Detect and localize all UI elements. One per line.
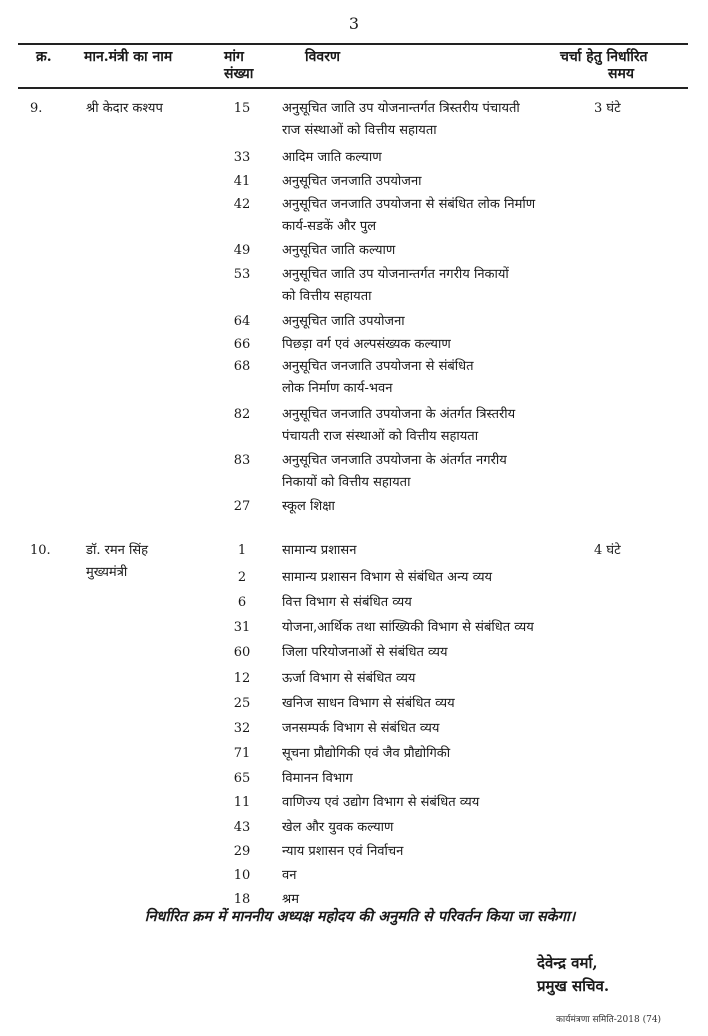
footer-reference: कार्यमंत्रणा समिति-2018 (74) xyxy=(556,1015,662,1025)
demand-number: 66 xyxy=(233,337,251,352)
demand-description: अनुसूचित जनजाति उपयोजना से संबंधित xyxy=(282,359,474,374)
demand-number: 83 xyxy=(233,453,251,468)
demand-description: खेल और युवक कल्याण xyxy=(282,820,394,835)
demand-description: वाणिज्य एवं उद्योग विभाग से संबंधित व्यय xyxy=(282,795,480,810)
serial-number: 10. xyxy=(30,543,51,558)
header-time-line2: समय xyxy=(608,66,634,82)
header-bottom-rule xyxy=(18,87,688,89)
demand-number: 18 xyxy=(233,892,251,907)
serial-number: 9. xyxy=(30,101,43,116)
demand-description: वित्त विभाग से संबंधित व्यय xyxy=(282,595,412,610)
demand-number: 60 xyxy=(233,645,251,660)
demand-description: खनिज साधन विभाग से संबंधित व्यय xyxy=(282,696,455,711)
header-top-rule xyxy=(18,43,688,45)
allotted-time: 4 घंटे xyxy=(594,543,621,558)
demand-description: सामान्य प्रशासन xyxy=(282,543,357,558)
minister-designation: मुख्यमंत्री xyxy=(86,565,128,580)
header-demand-no-line1: मांग xyxy=(224,49,244,65)
demand-number: 31 xyxy=(233,620,251,635)
demand-description: पंचायती राज संस्थाओं को वित्तीय सहायता xyxy=(282,429,479,444)
demand-number: 27 xyxy=(233,499,251,514)
demand-description: जनसम्पर्क विभाग से संबंधित व्यय xyxy=(282,721,440,736)
demand-description: सूचना प्रौद्योगिकी एवं जैव प्रौद्योगिकी xyxy=(282,746,451,761)
demand-number: 6 xyxy=(237,595,247,610)
demand-description: न्याय प्रशासन एवं निर्वाचन xyxy=(282,844,404,859)
demand-number: 29 xyxy=(233,844,251,859)
demand-number: 1 xyxy=(237,543,247,558)
demand-number: 12 xyxy=(233,671,251,686)
demand-description: पिछड़ा वर्ग एवं अल्पसंख्यक कल्याण xyxy=(282,337,451,352)
demand-number: 32 xyxy=(233,721,251,736)
demand-description: कार्य-सडकें और पुल xyxy=(282,219,377,234)
signatory-designation: प्रमुख सचिव. xyxy=(537,977,610,995)
demand-number: 82 xyxy=(233,407,251,422)
footnote: निर्धारित क्रम में माननीय अध्यक्ष महोदय की अनुमति से परिवर्तन किया जा सकेगा। xyxy=(144,908,576,925)
demand-number: 49 xyxy=(233,243,251,258)
demand-description: अनुसूचित जाति उप योजनान्तर्गत त्रिस्तरीय पंचायती xyxy=(282,101,520,116)
demand-description: निकायों को वित्तीय सहायता xyxy=(282,475,411,490)
demand-description: अनुसूचित जाति उप योजनान्तर्गत नगरीय निकायों xyxy=(282,267,509,282)
demand-number: 10 xyxy=(233,868,251,883)
demand-description: वन xyxy=(282,868,297,883)
demand-description: योजना,आर्थिक तथा सांख्यिकी विभाग से संबंधित व्यय xyxy=(282,620,534,635)
demand-description: श्रम xyxy=(282,892,299,907)
header-time-line1: चर्चा हेतु निर्धारित xyxy=(560,49,648,65)
header-serial: क्र. xyxy=(36,49,52,65)
minister-name: श्री केदार कश्यप xyxy=(86,101,163,116)
demand-description: आदिम जाति कल्याण xyxy=(282,150,382,165)
allotted-time: 3 घंटे xyxy=(594,101,621,116)
demand-description: अनुसूचित जनजाति उपयोजना के अंतर्गत नगरीय xyxy=(282,453,507,468)
demand-description: अनुसूचित जनजाति उपयोजना xyxy=(282,174,422,189)
demand-description: अनुसूचित जनजाति उपयोजना के अंतर्गत त्रिस्तरीय xyxy=(282,407,516,422)
demand-description: जिला परियोजनाओं से संबंधित व्यय xyxy=(282,645,448,660)
page-number: 3 xyxy=(348,14,360,33)
demand-number: 42 xyxy=(233,197,251,212)
demand-number: 41 xyxy=(233,174,251,189)
demand-description: लोक निर्माण कार्य-भवन xyxy=(282,381,393,396)
demand-number: 11 xyxy=(233,795,251,810)
demand-number: 71 xyxy=(233,746,251,761)
demand-description: अनुसूचित जाति कल्याण xyxy=(282,243,396,258)
demand-number: 68 xyxy=(233,359,251,374)
demand-number: 25 xyxy=(233,696,251,711)
demand-description: स्कूल शिक्षा xyxy=(282,499,335,514)
demand-description: अनुसूचित जनजाति उपयोजना से संबंधित लोक निर्माण xyxy=(282,197,536,212)
signatory-name: देवेन्द्र वर्मा, xyxy=(537,954,598,972)
demand-number: 2 xyxy=(237,570,247,585)
demand-number: 65 xyxy=(233,771,251,786)
demand-number: 43 xyxy=(233,820,251,835)
demand-description: विमानन विभाग xyxy=(282,771,353,786)
demand-number: 15 xyxy=(233,101,251,116)
demand-description: को वित्तीय सहायता xyxy=(282,289,372,304)
header-description: विवरण xyxy=(305,49,341,65)
demand-description: राज संस्थाओं को वित्तीय सहायता xyxy=(282,123,437,138)
header-minister-name: मान.मंत्री का नाम xyxy=(84,49,173,65)
header-demand-no-line2: संख्या xyxy=(224,66,254,82)
demand-description: ऊर्जा विभाग से संबंधित व्यय xyxy=(282,671,416,686)
minister-name: डॉ. रमन सिंह xyxy=(86,543,149,558)
demand-description: अनुसूचित जाति उपयोजना xyxy=(282,314,405,329)
demand-description: सामान्य प्रशासन विभाग से संबंधित अन्य व्यय xyxy=(282,570,493,585)
demand-number: 64 xyxy=(233,314,251,329)
demand-number: 53 xyxy=(233,267,251,282)
demand-number: 33 xyxy=(233,150,251,165)
